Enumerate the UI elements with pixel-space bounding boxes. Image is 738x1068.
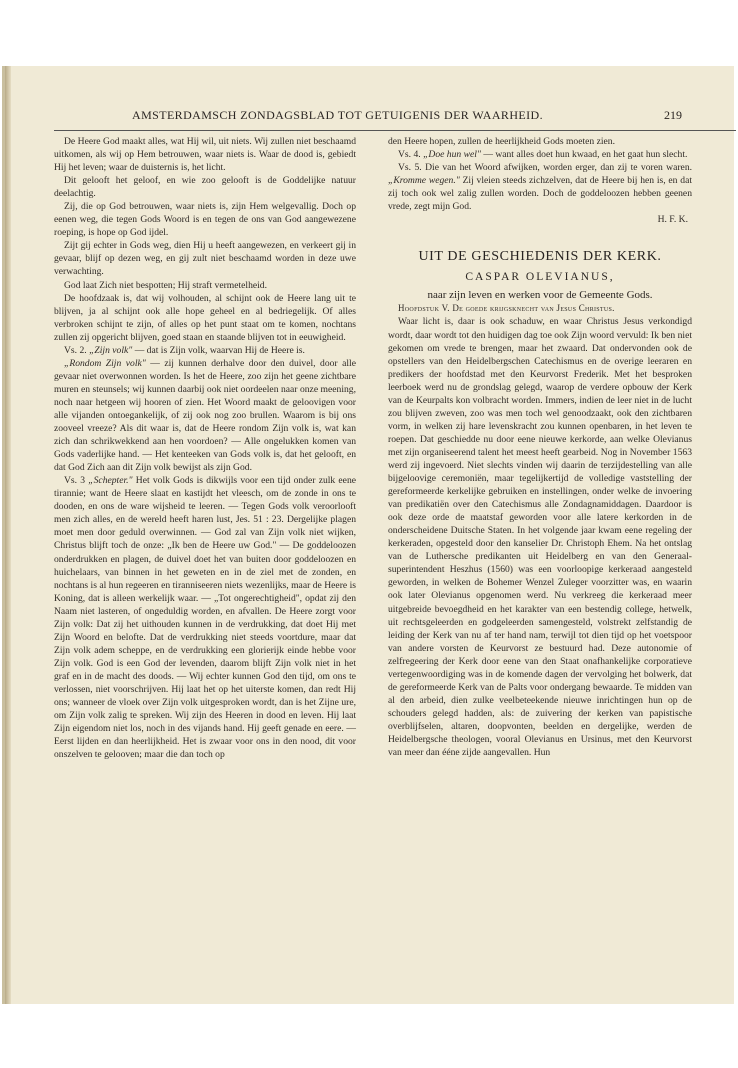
paragraph: den Heere hopen, zullen de heerlijkheid Gods moeten zien. (388, 136, 615, 147)
verse-text: Die van het Woord afwijken, worden erger, dan zij te voren waren. (425, 162, 693, 174)
author-signature: H. F. K. (657, 214, 688, 226)
verse-text: Zij vleien steeds zichzelven, dat de Heere bij hen is, en dat zij toch ook wel zalig zullen worden. Doch de goddeloozen hebben geenen vrede, zegt mijn God. (388, 175, 692, 213)
verse-text: — want alles doet hun kwaad, en het gaat hun slecht. (483, 149, 688, 161)
page-edge-shadow (5, 66, 11, 1004)
verse-quote: „Zijn volk" (89, 344, 133, 356)
running-title: AMSTERDAMSCH ZONDAGSBLAD TOT GETUIGENIS DER WAARHEID. (132, 108, 543, 122)
section-heading (388, 248, 692, 302)
paragraph: De hoofdzaak is, dat wij volhouden, al schijnt ook de Heere lang uit te blijven, ja al schijnt ook alle hope geheel en al bedriegelijk. Of alles verbroken schijnt te zijn, of alles op het punt staat om te komen, nochtans zullen zij opgericht blijven, goed staan en staande blijven tot in eeuwigheid. (54, 292, 356, 343)
paragraph: God laat Zich niet bespotten; Hij straft vermetelheid. (64, 279, 268, 291)
verse-text: Het volk Gods is dikwijls voor een tijd onder zulk eene tirannie; want de Heere slaat en kastijdt het vleesch, om de zonde in ons te dooden, en ons de ware wijsheid te leeren. — Tegen Gods volk veroorlooft men zich alles, en de wereld heeft haren lust, Jes. 51 : 23. Dergelijke plagen moet men door geduld overwinnen. — God zal van Zijn volk niet wijken, Christus blijft toch de onze: „Ik ben de Heere uw God." — De goddeloozen onderdrukken en plagen, de duivel doet het van buiten door goddeloozen en huichelaars, van binnen in het geweten en in de ziel met de zonden, en nochtans is al hun regeeren en tiranniseeren niets wezenlijks, maar de Heere is Koning, dat is alleen werkelijk waar. — „Tot ongerechtigheid", opdat zij den Naam niet lasteren, of ongeduldig worden, en afvallen. De Heere zorgt voor Zijn volk: Dat zij het uithouden kunnen in de verdrukking, dat doet Hij met Zijn Woord en belofte. Dat de verdrukking niet steeds voortdure, maar dat Zijn volk adem scheppe, en de verdrukking een glorierijk einde hebbe voor Zijn volk. God is een God der levenden, daarom blijft Zijn volk niet in het graf en in de macht des doods. — Wij echter kunnen God den tijd, om ons te verlossen, niet voorschrijven. Hij laat het op het uiterste komen, dan redt Hij ons; wanneer de vloek over Zijn volk uitgesproken wordt, dan is het Zijne ure, om Zijn volk zalig te spreken. Wij zijn des Heeren in dood en leven. Hij laat Zijn eigendom niet los, noch in des vijands hand. Hij geeft genade en eere. — Eerst lijden en dan heerlijkheid. Het is zwaar voor ons in den nood, dit voor onszelven te gelooven; maar die dan toch op (54, 475, 356, 761)
newspaper-page (2, 66, 734, 1004)
paragraph: Zijt gij echter in Gods weg, dien Hij u heeft aangewezen, en verkeert gij in gevaar, blijf op dezen weg, en gij zult niet beschaamd worden in deze uwe verwachting. (54, 240, 356, 278)
section-subtitle: naar zijn leven en werken voor de Gemeente Gods. (427, 289, 653, 302)
section-subject: CASPAR OLEVIANUS, (465, 271, 615, 284)
paragraph: Zij, die op God betrouwen, waar niets is, zijn Hem welgevallig. Doch op eenen weg, die tegen Gods Woord is en tegen de ons van God aangewezene roeping, is hope op God ijdel. (54, 201, 356, 239)
verse-label: Vs. 3 (64, 475, 86, 487)
rondom-paragraph (54, 357, 356, 474)
verse-text: — zij kunnen derhalve door den duivel, door alle gevaar niet overwonnen worden. Is het de Heere, zoo zijn het geene zichtbare muren en steunsels; wij kunnen daarbij ook niet oordeelen naar onze meening, noch naar hetgeen wij hooren of zien. Het Woord maakt de geloovigen voor alle vijanden ontoegankelijk, of zij ook nog zoo brullen. Waarom is bij ons zooveel vreeze? Als dit waar is, dat de Heere rondom Zijn volk is, wat kan zich dan schrikwekkend aan hen voordoen? — Alle ongelukken komen van Gods vaderlijke hand. — Het kenteeken van Gods volk is, dat het gelooft, en dat God Zich aan dit Zijn volk bewijst als zijn God. (54, 357, 356, 474)
section-title: UIT DE GESCHIEDENIS DER KERK. (418, 249, 662, 265)
verse-quote: „Doe hun wel" (423, 149, 481, 161)
verse-label: Vs. 5. (398, 162, 422, 174)
verse-quote: „Schepter." (88, 475, 133, 487)
verse-quote: „Kromme wegen." (388, 175, 460, 187)
verse-3-paragraph (54, 474, 356, 761)
header-rule (54, 130, 736, 131)
verse-label: Vs. 2. (64, 344, 87, 356)
verse-5-paragraph (388, 161, 692, 213)
chapter-heading (388, 302, 692, 315)
left-column (54, 135, 356, 761)
chapter-title: De goede krijgsknecht van Jesus Christus. (452, 303, 615, 314)
page-header (132, 108, 682, 126)
right-column (388, 135, 692, 759)
verse-label: Vs. 4. (398, 149, 421, 161)
verse-text: — dat is Zijn volk, waarvan Hij de Heere is. (134, 344, 305, 356)
chapter-number: Hoofdstuk V. (398, 303, 450, 314)
paragraph: De Heere God maakt alles, wat Hij wil, uit niets. Wij zullen niet beschaamd uitkomen, als wij op Hem betrouwen, waar niets is. Waar de dood is, gebiedt Hij het leven; waar de duisternis is, het licht. (54, 136, 356, 174)
verse-4-paragraph (388, 148, 692, 161)
article-body: Waar licht is, daar is ook schaduw, en waar Christus Jesus verkondigd wordt, daar wordt tot den huidigen dag toe ook Zijn woord vervuld: Ik ben niet gekomen om vrede te brengen, maar het zwaard. Dat ondervonden ook de opstellers van den Heidelbergschen Catechismus en de overige leeraren en predikers der hoofdstad met den Keurvorst Frederik. Met het besproken leerboek werd nu de grondslag gelegd, waarop de verdere opbouw der Kerk van de Keurpalts kon volbracht worden. Immers, indien de leer niet in de lucht zou blijven zweven, zoo was men toch wel genoodzaakt, ook den zichtbaren vorm, in welken zij hare levenskracht zou kunnen openbaren, in het leven te roepen. Dat geschiedde nu door eene nieuwe kerkorde, aan welke Olevianus met zijn organiseerend talent het meest heeft gearbeid. Nog in November 1563 werd zij ingevoerd. Niet slechts vinden wij daarin de terzijdestelling van alle bijgeloovige ceremoniën, maar tegelijkertijd de volledige vaststelling der gereformeerde kerkelijke gebruiken en instellingen, onder welke de invoering van predikatiën over den Catechismus alle Zondagnamiddagen. Daardoor is ook deze orde de maatstaf geworden voor alle latere kerkorden in de onderscheidene Duitsche Staten. In het volgende jaar kwam eene regeling der kerkeraden, opgesteld door den kanselier Dr. Christoph Ehem. Na het ontslag van de Luthersche predikanten uit Heidelberg en van den Generaal-superintendent Heszhus (1560) was een voorloopige kerkeraad aangesteld geworden, in welken de Bohemer Wenzel Zuleger voorzitter was, en waarin ook later Olevianus opgenomen werd. Nu verkreeg die kerkeraad meer uitgebreide bevoegdheid en het karakter van een bestendig college, hetwelk, uit rechtsgeleerden en godgeleerden samengesteld, volstrekt zelfstandig de leiding der Kerk van nu af ter hand nam, terwijl tot dien tijd op het voetspoor van andere vorsten de Keurvorst ze bestuurd had. Deze autonomie of zelfregeering der Kerk door eene van den Staat onafhankelijke corporatieve vertegenwoordiging was in de komende dagen der vervolging het bolwerk, dat de gereformeerde Kerk van de Palts voor ondergang bewaarde. Te midden van al den arbeid, dien zulke veelbeteekende nieuwe inrichtingen hun op de schouders gelegd hadden, als: de zuivering der kerken van papistische overblijfselen, altaren, doopvonten, beelden en dergelijke, werden de Heidelbergsche theologen, vooral Olevianus en Ursinus, met den Keurvorst van meer dan ééne zijde aangevallen. Hun (388, 316, 692, 759)
verse-quote: „Rondom Zijn volk" (64, 357, 146, 369)
verse-2-paragraph (54, 344, 356, 357)
paragraph: Dit gelooft het geloof, en wie zoo gelooft is de Goddelijke natuur deelachtig. (54, 175, 356, 200)
page-number: 219 (664, 108, 682, 122)
